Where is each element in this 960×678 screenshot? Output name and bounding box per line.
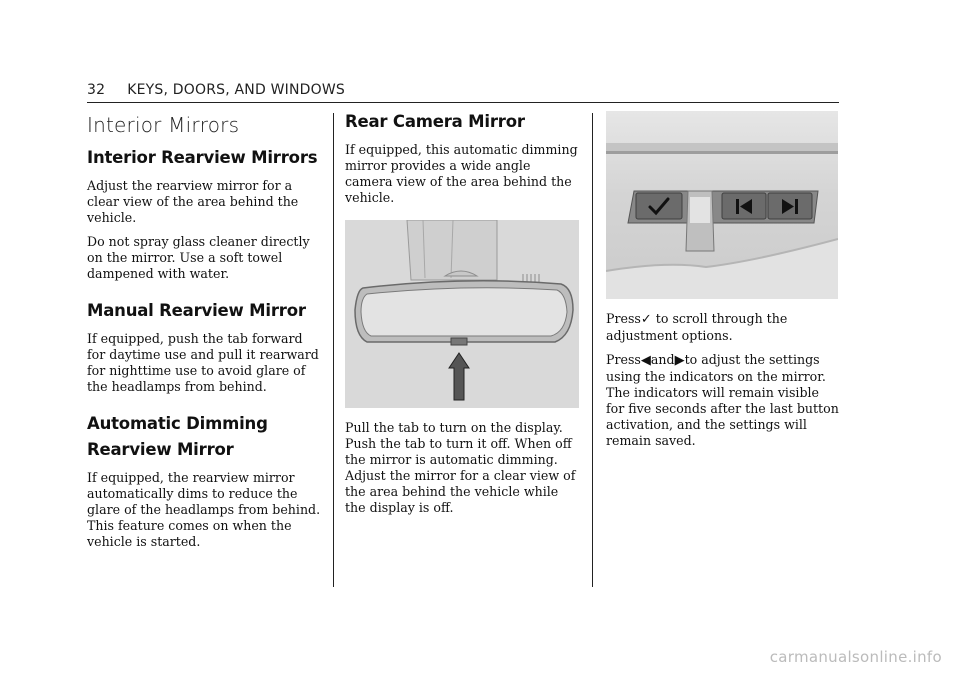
- and-text: and: [650, 352, 675, 367]
- press-arrows-text: to adjust the settings using the indicators on the mirror. The indicators will remain visible for five seconds after the last button activation, and the settings will remain saved.: [606, 352, 839, 448]
- checkmark-icon: ✓: [640, 312, 652, 327]
- heading-auto-dimming-line1: Automatic Dimming: [87, 414, 268, 433]
- column-1: [87, 108, 321, 558]
- section-title: Interior Mirrors: [87, 113, 240, 137]
- press-label: Press: [606, 352, 641, 367]
- press-label: Press: [606, 311, 641, 326]
- paragraph-press-arrows: [606, 352, 840, 449]
- column-divider-1: [333, 113, 334, 587]
- column-3: [606, 108, 840, 457]
- watermark: carmanualsonline.info: [769, 648, 942, 666]
- mirror-buttons-figure: [606, 111, 838, 299]
- paragraph-rear-camera-intro: If equipped, this automatic dimming mirror provides a wide angle camera view of the area behind the vehicle.: [345, 142, 578, 205]
- column-2: [345, 108, 579, 524]
- header-rule: [87, 102, 839, 103]
- rear-camera-mirror-figure: [345, 220, 579, 408]
- paragraph-press-check: [606, 311, 840, 344]
- heading-interior-rearview-mirrors: Interior Rearview Mirrors: [87, 148, 318, 167]
- page-header: [87, 82, 839, 98]
- next-arrow-icon: ▶: [674, 353, 685, 368]
- page-number: 32: [87, 82, 106, 98]
- column-divider-2: [592, 113, 593, 587]
- paragraph-pull-tab: Pull the tab to turn on the display. Push the tab to turn it off. When off the mirror is automatic dimming. Adjust the mirror for a clear view of the area behind the vehicle while the display is off.: [345, 420, 576, 515]
- heading-manual-rearview-mirror: Manual Rearview Mirror: [87, 301, 306, 320]
- heading-rear-camera-mirror: Rear Camera Mirror: [345, 112, 525, 131]
- previous-arrow-icon: ◀: [640, 353, 651, 368]
- paragraph-manual-mirror: If equipped, push the tab forward for daytime use and pull it rearward for nighttime use to avoid glare of the headlamps from behind.: [87, 331, 319, 394]
- heading-auto-dimming-line2: Rearview Mirror: [87, 440, 234, 459]
- chapter-title: KEYS, DOORS, AND WINDOWS: [127, 82, 345, 98]
- paragraph-adjust-mirror: Adjust the rearview mirror for a clear view of the area behind the vehicle.: [87, 178, 299, 225]
- press-check-text: to scroll through the adjustment options.: [606, 311, 788, 343]
- paragraph-glass-cleaner: Do not spray glass cleaner directly on the mirror. Use a soft towel dampened with water.: [87, 234, 310, 281]
- paragraph-auto-dimming: If equipped, the rearview mirror automatically dims to reduce the glare of the headlamps from behind. This feature comes on when the vehicle is started.: [87, 470, 321, 549]
